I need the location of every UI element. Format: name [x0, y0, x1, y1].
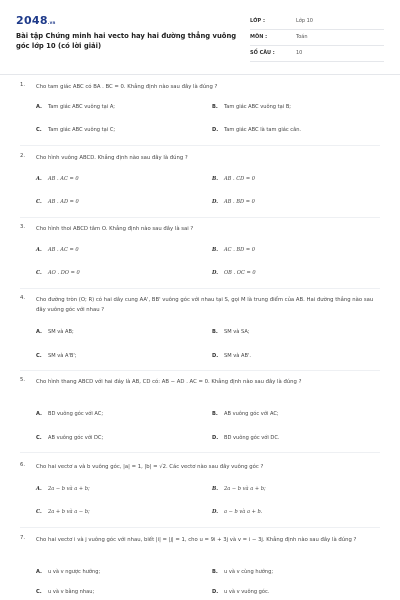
option-letter: A.	[36, 104, 42, 110]
option-text: 2a − b và a + b;	[224, 486, 266, 492]
option-b[interactable]	[212, 246, 255, 254]
question-text: Cho tam giác ABC có BA . BC = 0. Khẳng định nào sau đây là đúng ?	[36, 84, 218, 90]
meta-row-class	[250, 14, 384, 30]
option-b[interactable]	[212, 103, 291, 111]
option-text: 2a − b và a + b;	[48, 486, 90, 492]
option-letter: A.	[36, 176, 42, 182]
page-title: Bài tập Chứng minh hai vecto hay hai đường thẳng vuông góc lớp 10 (có lời giải)	[16, 32, 237, 50]
option-c[interactable]	[36, 508, 90, 516]
option-text: Tam giác ABC là tam giác cân.	[224, 127, 302, 133]
option-text: Tam giác ABC vuông tại B;	[224, 104, 292, 110]
meta-row-count	[250, 46, 384, 62]
option-letter: C.	[36, 509, 42, 515]
option-c[interactable]	[36, 198, 79, 206]
option-d[interactable]	[212, 198, 255, 206]
option-text: AB . CD = 0	[224, 176, 256, 182]
option-letter: D.	[212, 353, 219, 359]
question-number: 6.	[20, 462, 26, 468]
option-b[interactable]	[212, 175, 255, 183]
option-letter: D.	[212, 509, 219, 515]
question-number: 5.	[20, 377, 26, 383]
question-divider	[20, 527, 380, 528]
option-c[interactable]	[36, 269, 80, 277]
option-letter: C.	[36, 353, 42, 359]
option-a[interactable]	[36, 175, 79, 183]
meta-table	[250, 14, 384, 62]
option-text: SM và A'B';	[48, 353, 77, 359]
option-a[interactable]	[36, 328, 74, 336]
question-number: 1.	[20, 82, 26, 88]
document-header	[16, 12, 384, 72]
logo-suffix: .vn	[47, 20, 56, 25]
question-divider	[20, 217, 380, 218]
option-text: 2a + b và a − b;	[48, 509, 90, 515]
option-text: OB . OC = 0	[224, 270, 256, 276]
option-text: u và v cùng hướng;	[224, 569, 274, 575]
option-letter: C.	[36, 199, 42, 205]
question-text: Cho đường tròn (O; R) có hai dây cung AA', BB' vuông góc với nhau tại S, gọi M là trung điểm của AB. Hai đường thẳng nào sau đây vuông góc với nhau ?	[36, 297, 374, 313]
question-number: 4.	[20, 295, 26, 301]
option-text: AC . BD = 0	[224, 247, 256, 253]
question-divider	[20, 145, 380, 146]
site-logo[interactable]	[16, 14, 56, 27]
question-divider	[20, 288, 380, 289]
meta-value: Lớp 10	[296, 18, 313, 24]
option-d[interactable]	[212, 508, 262, 516]
option-letter: D.	[212, 435, 219, 441]
meta-key: LỚP :	[250, 18, 265, 24]
option-text: AB . AD = 0	[48, 199, 79, 205]
option-a[interactable]	[36, 103, 115, 111]
option-text: u và v bằng nhau;	[48, 589, 95, 595]
meta-value: Toán	[296, 34, 308, 40]
option-d[interactable]	[212, 269, 256, 277]
option-letter: B.	[212, 411, 218, 417]
option-a[interactable]	[36, 485, 90, 493]
meta-row-subject	[250, 30, 384, 46]
option-b[interactable]	[212, 568, 273, 576]
option-a[interactable]	[36, 410, 103, 418]
option-text: AB . AC = 0	[48, 176, 79, 182]
option-text: SM và AB;	[48, 329, 74, 335]
option-text: u và v ngược hướng;	[48, 569, 101, 575]
option-text: AB . AC = 0	[48, 247, 79, 253]
option-letter: A.	[36, 486, 42, 492]
option-letter: D.	[212, 270, 219, 276]
option-c[interactable]	[36, 434, 103, 442]
option-letter: B.	[212, 486, 219, 492]
meta-key: SỐ CÂU :	[250, 50, 275, 56]
option-b[interactable]	[212, 410, 279, 418]
header-divider	[0, 74, 400, 75]
option-c[interactable]	[36, 126, 115, 134]
question-number: 7.	[20, 535, 26, 541]
option-letter: C.	[36, 589, 42, 595]
option-text: AB . BD = 0	[224, 199, 255, 205]
option-letter: A.	[36, 329, 42, 335]
option-a[interactable]	[36, 246, 79, 254]
option-text: Tam giác ABC vuông tại A;	[48, 104, 116, 110]
option-letter: D.	[212, 589, 219, 595]
option-letter: C.	[36, 435, 42, 441]
meta-key: MÔN :	[250, 34, 268, 40]
option-letter: A.	[36, 411, 42, 417]
option-d[interactable]	[212, 588, 269, 596]
question-text: Cho hai vectơ i và j vuông góc với nhau, biết |i| = |j| = 1, cho u = 9i + 3j và v = i − 3j. Khẳng định nào sau đây là đúng ?	[36, 537, 357, 543]
option-text: AB vuông góc với DC;	[48, 435, 104, 441]
option-letter: B.	[212, 329, 218, 335]
option-letter: A.	[36, 247, 42, 253]
option-d[interactable]	[212, 434, 280, 442]
option-letter: D.	[212, 199, 219, 205]
logo-text: 2048	[16, 14, 48, 27]
option-letter: B.	[212, 176, 219, 182]
option-letter: D.	[212, 127, 219, 133]
option-text: BD vuông góc với DC.	[224, 435, 280, 441]
option-letter: B.	[212, 247, 219, 253]
option-d[interactable]	[212, 126, 301, 134]
option-d[interactable]	[212, 352, 251, 360]
option-text: SM và SA;	[224, 329, 250, 335]
option-text: a − b và a + b.	[224, 509, 263, 515]
question-text: Cho hình vuông ABCD. Khẳng định nào sau đây là đúng ?	[36, 155, 188, 161]
option-letter: B.	[212, 569, 218, 575]
option-text: SM và AB'.	[224, 353, 252, 359]
question-number: 2.	[20, 153, 26, 159]
question-text: Cho hai vectơ a và b vuông góc, |a| = 1, |b| = √2. Các vectơ nào sau đây vuông góc ?	[36, 464, 264, 470]
option-text: u và v vuông góc.	[224, 589, 270, 595]
option-letter: A.	[36, 569, 42, 575]
option-text: AB vuông góc với AC;	[224, 411, 279, 417]
option-b[interactable]	[212, 485, 266, 493]
option-text: AO . DO = 0	[48, 270, 80, 276]
option-letter: B.	[212, 104, 218, 110]
option-text: BD vuông góc với AC;	[48, 411, 104, 417]
option-b[interactable]	[212, 328, 250, 336]
option-text: Tam giác ABC vuông tại C;	[48, 127, 116, 133]
question-divider	[20, 370, 380, 371]
option-letter: C.	[36, 127, 42, 133]
question-text: Cho hình thoi ABCD tâm O. Khẳng định nào sau đây là sai ?	[36, 226, 194, 232]
question-divider	[20, 452, 380, 453]
option-c[interactable]	[36, 588, 94, 596]
option-letter: C.	[36, 270, 42, 276]
meta-value: 10	[296, 50, 303, 56]
option-c[interactable]	[36, 352, 77, 360]
question-text: Cho hình thang ABCD với hai đáy là AB, CD có: AB − AD . AC = 0. Khẳng định nào sau đây là đúng ?	[36, 379, 302, 385]
question-number: 3.	[20, 224, 26, 230]
option-a[interactable]	[36, 568, 100, 576]
